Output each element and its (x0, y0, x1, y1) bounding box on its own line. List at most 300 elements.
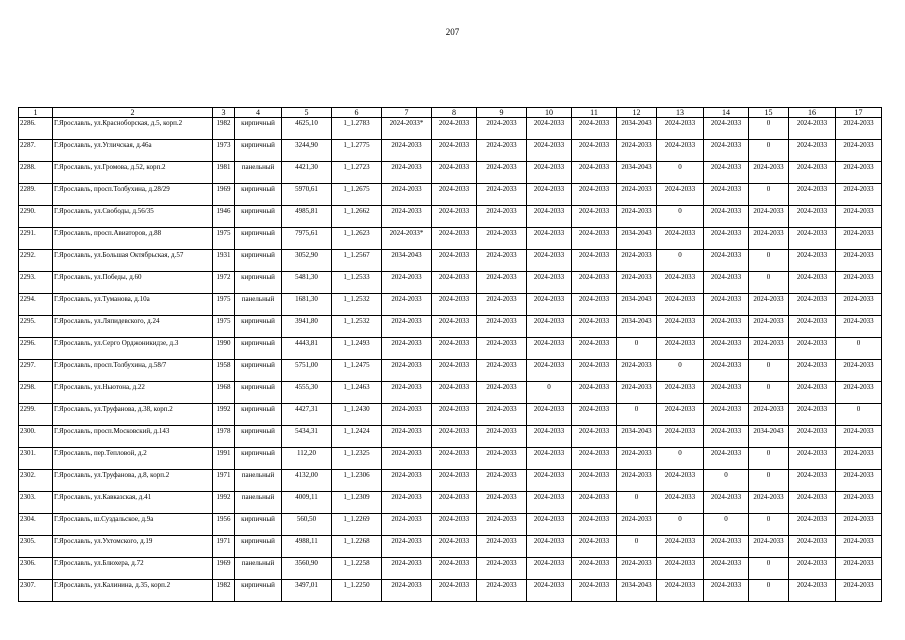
table-cell: 1_1.2723 (332, 162, 382, 184)
row-number-cell: 2297. (19, 360, 53, 382)
table-cell: 0 (704, 514, 749, 536)
table-cell: 1_1.2463 (332, 382, 382, 404)
table-row (19, 228, 882, 250)
table-cell: 1992 (213, 492, 235, 514)
table-cell: 2024-2033 (617, 448, 657, 470)
table-cell: 2024-2033 (382, 294, 432, 316)
table-cell: 0 (836, 404, 882, 426)
table-cell: 2024-2033 (749, 492, 789, 514)
row-number-cell: 2298. (19, 382, 53, 404)
table-cell: 2024-2033 (789, 162, 836, 184)
table-cell: кирпичный (235, 140, 282, 162)
address-cell: Г.Ярославль, ул.Ляпидевского, д.24 (53, 316, 213, 338)
table-cell: 2024-2033 (477, 382, 527, 404)
table-cell: кирпичный (235, 184, 282, 206)
table-cell: 0 (836, 338, 882, 360)
table-cell: 1_1.2623 (332, 228, 382, 250)
table-cell: 2024-2033 (572, 338, 617, 360)
table-cell: 0 (749, 448, 789, 470)
table-cell: 2024-2033 (704, 426, 749, 448)
table-cell: кирпичный (235, 316, 282, 338)
table-cell: кирпичный (235, 338, 282, 360)
table-cell: 2024-2033 (477, 360, 527, 382)
row-number-cell: 2300. (19, 426, 53, 448)
table-cell: 2024-2033 (477, 536, 527, 558)
table-cell: 2024-2033 (704, 448, 749, 470)
table-cell: 2024-2033 (527, 118, 572, 140)
table-cell: 2024-2033 (617, 382, 657, 404)
table-cell: 2024-2033 (617, 470, 657, 492)
column-number: 10 (527, 108, 572, 118)
table-cell: 2024-2033 (836, 514, 882, 536)
table-cell: 0 (617, 492, 657, 514)
table-cell: 2024-2033 (836, 316, 882, 338)
table-cell: 2024-2033 (477, 558, 527, 580)
column-number: 12 (617, 108, 657, 118)
table-cell: 2024-2033 (527, 140, 572, 162)
table-row (19, 558, 882, 580)
table-cell: 0 (527, 382, 572, 404)
table-cell: 2024-2033 (432, 580, 477, 602)
table-cell: 1681,30 (282, 294, 332, 316)
table-cell: 2024-2033 (572, 118, 617, 140)
table-cell: 2024-2033 (527, 250, 572, 272)
table-cell: 2034-2043 (617, 228, 657, 250)
table-row (19, 272, 882, 294)
table-row (19, 162, 882, 184)
table-cell: 2024-2033 (749, 536, 789, 558)
table-cell: 2024-2033 (704, 382, 749, 404)
table-cell: 2024-2033 (704, 184, 749, 206)
table-cell: 3497,01 (282, 580, 332, 602)
table-cell: 2024-2033 (432, 206, 477, 228)
column-number: 13 (657, 108, 704, 118)
table-row (19, 448, 882, 470)
table-cell: 1991 (213, 448, 235, 470)
table-cell: 2024-2033 (477, 514, 527, 536)
table-cell: 0 (617, 338, 657, 360)
address-cell: Г.Ярославль, ул.Красноборская, д.5, корп.2 (53, 118, 213, 140)
table-cell: 2024-2033 (432, 448, 477, 470)
address-cell: Г.Ярославль, ул.Блюхера, д.72 (53, 558, 213, 580)
table-cell: 2024-2033 (527, 448, 572, 470)
table-cell: 2024-2033 (432, 426, 477, 448)
table-row (19, 404, 882, 426)
table-cell: 2024-2033 (704, 316, 749, 338)
table-cell: 2024-2033 (432, 338, 477, 360)
table-cell: 1973 (213, 140, 235, 162)
table-cell: кирпичный (235, 228, 282, 250)
table-cell: 2024-2033 (572, 580, 617, 602)
table-cell: 2024-2033 (432, 514, 477, 536)
table-cell: 2024-2033 (657, 426, 704, 448)
table-cell: 2024-2033 (749, 316, 789, 338)
table-cell: 2024-2033 (477, 162, 527, 184)
table-cell: 4988,11 (282, 536, 332, 558)
column-number: 17 (836, 108, 882, 118)
table-cell: 2024-2033 (836, 140, 882, 162)
table-cell: 2024-2033 (789, 470, 836, 492)
table-cell: 5970,61 (282, 184, 332, 206)
page-number: 207 (445, 27, 460, 37)
table-cell: 1978 (213, 426, 235, 448)
table-cell: 112,20 (282, 448, 332, 470)
table-cell: 2024-2033 (432, 140, 477, 162)
row-number-cell: 2307. (19, 580, 53, 602)
table-row (19, 184, 882, 206)
address-cell: Г.Ярославль, пер.Тепловой, д.2 (53, 448, 213, 470)
address-cell: Г.Ярославль, ул.Угличская, д.46а (53, 140, 213, 162)
table-cell: 2024-2033 (657, 140, 704, 162)
table-cell: 3560,90 (282, 558, 332, 580)
table-cell: 2024-2033 (617, 250, 657, 272)
table-row (19, 580, 882, 602)
address-cell: Г.Ярославль, ул.Туманова, д.10а (53, 294, 213, 316)
table-row (19, 536, 882, 558)
table-cell: 4555,30 (282, 382, 332, 404)
table-cell: 2024-2033 (527, 294, 572, 316)
table-cell: кирпичный (235, 580, 282, 602)
table-row (19, 206, 882, 228)
address-cell: Г.Ярославль, просп.Толбухина, д.58/7 (53, 360, 213, 382)
column-number: 5 (282, 108, 332, 118)
table-cell: 2024-2033 (572, 316, 617, 338)
table-cell: 2024-2033 (477, 338, 527, 360)
table-cell: 2024-2033 (657, 492, 704, 514)
table-cell: 2024-2033 (382, 404, 432, 426)
row-number-cell: 2303. (19, 492, 53, 514)
table-cell: 2024-2033 (836, 184, 882, 206)
table-cell: 2024-2033 (657, 118, 704, 140)
table-cell: 2024-2033 (657, 272, 704, 294)
table-cell: 2024-2033 (432, 558, 477, 580)
table-cell: 2024-2033 (789, 426, 836, 448)
table-cell: 2024-2033 (382, 338, 432, 360)
column-number: 16 (789, 108, 836, 118)
table-cell: кирпичный (235, 448, 282, 470)
table-cell: кирпичный (235, 360, 282, 382)
row-number-cell: 2304. (19, 514, 53, 536)
table-cell: 2024-2033 (704, 558, 749, 580)
table-cell: 1992 (213, 404, 235, 426)
table-cell: 4427,31 (282, 404, 332, 426)
table-cell: 0 (749, 184, 789, 206)
row-number-cell: 2306. (19, 558, 53, 580)
table-cell: кирпичный (235, 426, 282, 448)
table-cell: 0 (657, 514, 704, 536)
table-cell: 2024-2033 (432, 184, 477, 206)
table-cell: 2024-2033 (836, 492, 882, 514)
table-cell: 2024-2033 (704, 118, 749, 140)
table-cell: 0 (657, 206, 704, 228)
column-number: 11 (572, 108, 617, 118)
table-cell: 2034-2043 (749, 426, 789, 448)
table-cell: 2024-2033 (749, 294, 789, 316)
table-cell: 4009,11 (282, 492, 332, 514)
table-cell: 1975 (213, 294, 235, 316)
table-cell: 2024-2033 (704, 294, 749, 316)
table-cell: 2024-2033 (432, 382, 477, 404)
table-cell: панельный (235, 492, 282, 514)
table-cell: 2024-2033 (572, 184, 617, 206)
table-cell: 2024-2033 (527, 184, 572, 206)
table-cell: 0 (704, 470, 749, 492)
table-cell: 1_1.2675 (332, 184, 382, 206)
address-cell: Г.Ярославль, ул.Труфанова, д.8, корп.2 (53, 470, 213, 492)
table-cell: 2024-2033 (749, 338, 789, 360)
table-cell: 3941,80 (282, 316, 332, 338)
table-cell: 1975 (213, 316, 235, 338)
table-row (19, 426, 882, 448)
table-row (19, 514, 882, 536)
column-number: 2 (53, 108, 213, 118)
address-cell: Г.Ярославль, ул.Победы, д.60 (53, 272, 213, 294)
table-cell: 2024-2033 (477, 492, 527, 514)
table-cell: 2024-2033 (477, 228, 527, 250)
table-cell: 2024-2033 (836, 228, 882, 250)
table-cell: 2024-2033 (789, 492, 836, 514)
table-cell: 2034-2043 (382, 250, 432, 272)
table-cell: 2024-2033 (617, 272, 657, 294)
table-cell: 2024-2033 (477, 294, 527, 316)
table-cell: 2024-2033 (617, 514, 657, 536)
table-cell: 560,50 (282, 514, 332, 536)
table-row (19, 250, 882, 272)
table-cell: 2024-2033 (432, 272, 477, 294)
row-number-cell: 2293. (19, 272, 53, 294)
table-cell: 2024-2033 (382, 514, 432, 536)
row-number-cell: 2290. (19, 206, 53, 228)
table-cell: 1_1.2268 (332, 536, 382, 558)
table-cell: 2024-2033 (527, 536, 572, 558)
table-cell: 4132,00 (282, 470, 332, 492)
table-cell: 2024-2033 (789, 514, 836, 536)
column-number: 14 (704, 108, 749, 118)
table-cell: 2024-2033 (836, 272, 882, 294)
table-cell: 2024-2033 (789, 294, 836, 316)
table-cell: 2024-2033 (572, 360, 617, 382)
table-cell: 2024-2033 (789, 228, 836, 250)
table-cell: 1971 (213, 470, 235, 492)
table-cell: 2024-2033 (382, 382, 432, 404)
table-cell: 4625,10 (282, 118, 332, 140)
table-cell: 2024-2033 (704, 206, 749, 228)
table-cell: 2024-2033 (789, 580, 836, 602)
table-cell: 0 (657, 162, 704, 184)
address-cell: Г.Ярославль, ул.Громова, д.52, корп.2 (53, 162, 213, 184)
table-cell: 1_1.2493 (332, 338, 382, 360)
row-number-cell: 2301. (19, 448, 53, 470)
table-cell: 1958 (213, 360, 235, 382)
table-cell: 2024-2033 (704, 580, 749, 602)
table-cell: 2024-2033 (704, 338, 749, 360)
table-cell: 1972 (213, 272, 235, 294)
table-cell: 2024-2033 (432, 294, 477, 316)
table-cell: 2024-2033 (617, 184, 657, 206)
table-row (19, 338, 882, 360)
table-cell: 4985,81 (282, 206, 332, 228)
table-cell: 2024-2033 (704, 360, 749, 382)
table-cell: 2024-2033 (789, 206, 836, 228)
table-cell: 2024-2033 (704, 492, 749, 514)
table-cell: 0 (749, 250, 789, 272)
table-cell: 2024-2033 (572, 492, 617, 514)
address-cell: Г.Ярославль, просп.Толбухина, д.28/29 (53, 184, 213, 206)
table-cell: 2024-2033 (527, 272, 572, 294)
table-cell: 0 (657, 360, 704, 382)
table-cell: 2024-2033 (657, 580, 704, 602)
table-cell: 1_1.2306 (332, 470, 382, 492)
column-number: 6 (332, 108, 382, 118)
table-cell: 0 (749, 558, 789, 580)
table-cell: 2024-2033 (789, 404, 836, 426)
table-cell: 0 (749, 272, 789, 294)
column-number: 7 (382, 108, 432, 118)
table-cell: 1_1.2775 (332, 140, 382, 162)
table-cell: 2024-2033 (657, 338, 704, 360)
table-cell: 2024-2033 (572, 404, 617, 426)
table-cell: 2024-2033 (527, 360, 572, 382)
table-cell: 2024-2033 (789, 184, 836, 206)
table-cell: 4443,81 (282, 338, 332, 360)
table-cell: 2024-2033 (836, 470, 882, 492)
table-cell: 0 (749, 382, 789, 404)
table-row (19, 492, 882, 514)
table-cell: 2024-2033 (477, 206, 527, 228)
table-cell: 2024-2033 (704, 228, 749, 250)
table-cell: 3244,90 (282, 140, 332, 162)
table-cell: 1975 (213, 228, 235, 250)
address-cell: Г.Ярославль, ш.Суздальское, д.9а (53, 514, 213, 536)
table-cell: кирпичный (235, 272, 282, 294)
table-cell: 4421,30 (282, 162, 332, 184)
table-cell: 2024-2033 (572, 294, 617, 316)
table-cell: 1_1.2309 (332, 492, 382, 514)
table-cell: 2024-2033 (704, 272, 749, 294)
table-cell: 2024-2033 (789, 360, 836, 382)
table-cell: кирпичный (235, 382, 282, 404)
address-cell: Г.Ярославль, ул.Большая Октябрьская, д.57 (53, 250, 213, 272)
table-cell: 1_1.2532 (332, 294, 382, 316)
row-number-cell: 2286. (19, 118, 53, 140)
table-cell: 1968 (213, 382, 235, 404)
table-cell: 2024-2033 (704, 162, 749, 184)
table-cell: 2024-2033 (432, 470, 477, 492)
housing-table (18, 107, 882, 602)
table-cell: 2024-2033 (836, 118, 882, 140)
row-number-cell: 2295. (19, 316, 53, 338)
address-cell: Г.Ярославль, просп.Авиаторов, д.88 (53, 228, 213, 250)
table-cell: 2024-2033 (477, 140, 527, 162)
table-cell: 2024-2033 (572, 514, 617, 536)
table-cell: 5481,30 (282, 272, 332, 294)
table-cell: 2024-2033 (572, 140, 617, 162)
table-cell: 2024-2033 (617, 360, 657, 382)
table-cell: 1_1.2258 (332, 558, 382, 580)
table-cell: 1969 (213, 184, 235, 206)
table-cell: 2024-2033 (657, 558, 704, 580)
table-cell: 2024-2033 (527, 338, 572, 360)
table-cell: 2024-2033 (836, 360, 882, 382)
table-cell: 2024-2033 (836, 250, 882, 272)
row-number-cell: 2292. (19, 250, 53, 272)
table-cell: 1981 (213, 162, 235, 184)
table-cell: 2024-2033 (836, 536, 882, 558)
table-cell: 2024-2033 (704, 404, 749, 426)
table-cell: 2024-2033 (617, 206, 657, 228)
table-cell: 2024-2033 (657, 184, 704, 206)
table-cell: 2024-2033 (382, 558, 432, 580)
table-cell: 2024-2033 (527, 162, 572, 184)
table-cell: 2024-2033 (657, 316, 704, 338)
table-cell: 1_1.2567 (332, 250, 382, 272)
table-cell: 1_1.2250 (332, 580, 382, 602)
table-cell: 2024-2033 (572, 470, 617, 492)
table-cell: 2024-2033 (477, 470, 527, 492)
table-cell: кирпичный (235, 514, 282, 536)
table-cell: 2024-2033 (477, 272, 527, 294)
address-cell: Г.Ярославль, просп.Московский, д.143 (53, 426, 213, 448)
table-cell: 0 (749, 360, 789, 382)
table-cell: 2024-2033 (657, 294, 704, 316)
table-row (19, 382, 882, 404)
table-cell: 2034-2043 (617, 580, 657, 602)
table-cell: 2024-2033 (432, 404, 477, 426)
table-cell: 2024-2033* (382, 118, 432, 140)
table-row (19, 140, 882, 162)
table-cell: 0 (749, 470, 789, 492)
table-cell: 0 (749, 514, 789, 536)
row-number-cell: 2289. (19, 184, 53, 206)
table-cell: 1_1.2430 (332, 404, 382, 426)
table-cell: панельный (235, 294, 282, 316)
row-number-cell: 2288. (19, 162, 53, 184)
table-cell: 1990 (213, 338, 235, 360)
table-cell: 2024-2033 (749, 162, 789, 184)
table-cell: панельный (235, 470, 282, 492)
table-cell: 2024-2033 (477, 404, 527, 426)
table-cell: 1_1.2475 (332, 360, 382, 382)
table-cell: 2024-2033 (657, 470, 704, 492)
table-cell: 2024-2033 (789, 118, 836, 140)
column-number: 4 (235, 108, 282, 118)
table-cell: 2024-2033 (836, 558, 882, 580)
table-cell: 2024-2033 (704, 140, 749, 162)
table-cell: 5751,00 (282, 360, 332, 382)
table-cell: панельный (235, 558, 282, 580)
address-cell: Г.Ярославль, ул.Кавказская, д.41 (53, 492, 213, 514)
column-number: 8 (432, 108, 477, 118)
table-cell: 2024-2033 (477, 250, 527, 272)
table-cell: 2024-2033 (527, 206, 572, 228)
table-cell: 2024-2033 (749, 206, 789, 228)
table-cell: 0 (657, 250, 704, 272)
table-cell: 2024-2033 (477, 184, 527, 206)
table-cell: 2024-2033 (432, 228, 477, 250)
table-cell: 1_1.2424 (332, 426, 382, 448)
table-cell: 2024-2033 (382, 448, 432, 470)
table-row (19, 470, 882, 492)
table-cell: 2024-2033 (527, 492, 572, 514)
table-cell: 1_1.2532 (332, 316, 382, 338)
table-cell: 2024-2033 (527, 514, 572, 536)
row-number-cell: 2299. (19, 404, 53, 426)
table-cell: 2024-2033 (657, 404, 704, 426)
table-cell: 0 (617, 404, 657, 426)
table-cell: 1_1.2662 (332, 206, 382, 228)
table-cell: 2024-2033 (432, 536, 477, 558)
table-cell: 0 (749, 580, 789, 602)
